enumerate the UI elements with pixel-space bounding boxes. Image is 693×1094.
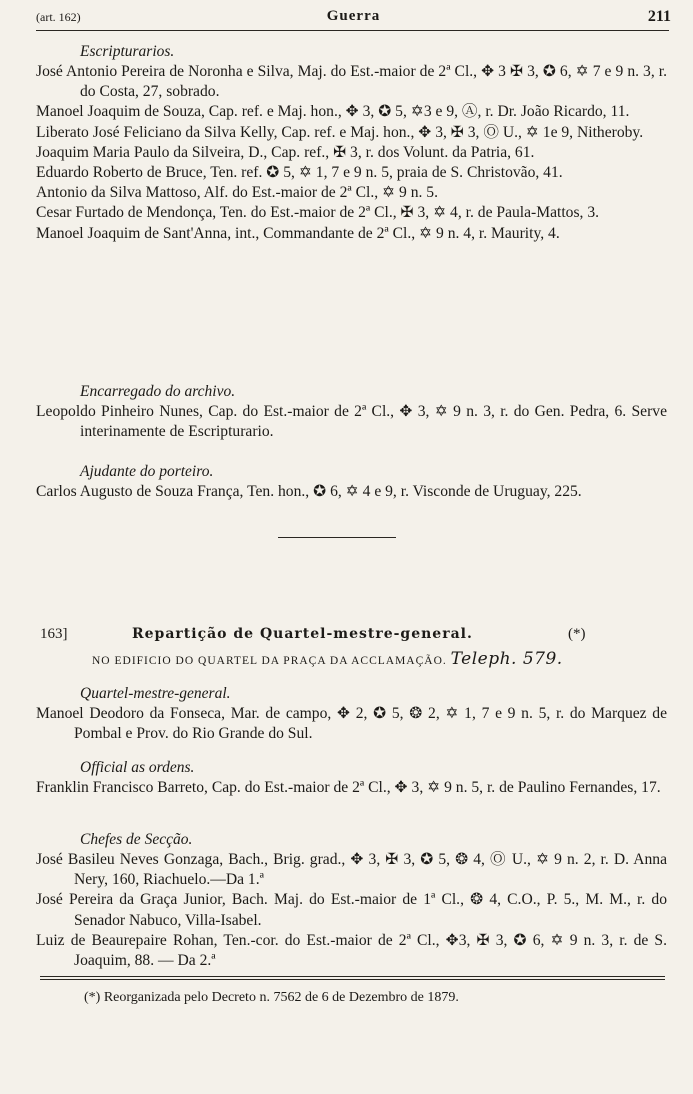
- entry: Carlos Augusto de Souza França, Ten. hon., ✪ 6, ✡ 4 e 9, r. Visconde de Uruguay, 225.: [36, 483, 582, 500]
- footnote-marker: (*): [568, 626, 586, 642]
- entry: José Antonio Pereira de Noronha e Silva, Maj. do Est.-maior de 2ª Cl., ✥ 3 ✠ 3, ✪ 6, ✡ 7 e 9 n. 3, r. do Costa, 27, sobrado.: [36, 63, 667, 101]
- section-number: 163]: [40, 626, 68, 642]
- entry: Antonio da Silva Mattoso, Alf. do Est.-maior de 2ª Cl., ✡ 9 n. 5.: [36, 184, 438, 202]
- section-163-location: [92, 650, 667, 670]
- entry: Cesar Furtado de Mendonça, Ten. do Est.-maior de 2ª Cl., ✠ 3, ✡ 4, r. de Paula-Mattos, 3.: [36, 204, 600, 222]
- section-escripturarios: [36, 42, 667, 244]
- section-title: Escripturarios.: [80, 43, 175, 60]
- section-chefes-seccao: [36, 830, 667, 971]
- section-title: Encarregado do archivo.: [80, 383, 236, 400]
- entry: Joaquim Maria Paulo da Silveira, D., Cap. ref., ✠ 3, r. dos Volunt. da Patria, 61.: [36, 143, 535, 161]
- location-text: NO EDIFICIO DO QUARTEL DA PRAÇA DA ACCLAMAÇÃO.: [92, 655, 447, 667]
- entry: Manoel Joaquim de Sant'Anna, int., Commandante de 2ª Cl., ✡ 9 n. 4, r. Maurity, 4.: [36, 224, 560, 242]
- telephone: Teleph. 579.: [450, 649, 563, 669]
- section-quartel-mestre: [36, 684, 667, 744]
- section-divider: [278, 537, 396, 538]
- entry: Franklin Francisco Barreto, Cap. do Est.-maior de 2ª Cl., ✥ 3, ✡ 9 n. 5, r. de Paulino Fernandes, 17.: [36, 779, 661, 796]
- footnote: (*) Reorganizada pelo Decreto n. 7562 de 6 de Dezembro de 1879.: [84, 990, 459, 1005]
- header-article-ref: (art. 162): [36, 10, 81, 24]
- section-title: Quartel-mestre-general.: [80, 685, 231, 702]
- entry: Luiz de Beaurepaire Rohan, Ten.-cor. do Est.-maior de 2ª Cl., ✥3, ✠ 3, ✪ 6, ✡ 9 n. 3, r. de S. Joaquim, 88. — Da 2.ª: [36, 931, 667, 970]
- section-porteiro: [36, 462, 667, 502]
- entry: Manoel Joaquim de Souza, Cap. ref. e Maj. hon., ✥ 3, ✪ 5, ✡3 e 9, Ⓐ, r. Dr. João Ricardo, 11.: [36, 103, 630, 121]
- footnote-rule-double: [40, 979, 665, 980]
- section-title: Official as ordens.: [80, 759, 195, 776]
- section-official-ordens: [36, 758, 667, 798]
- header-rule: [36, 30, 669, 31]
- entry: José Pereira da Graça Junior, Bach. Maj. do Est.-maior de 1ª Cl., ❂ 4, C.O., P. 5., M. M., r. do Senador Nabuco, Villa-Isabel.: [36, 891, 667, 929]
- page-header: [36, 6, 671, 30]
- entry: Liberato José Feliciano da Silva Kelly, Cap. ref. e Maj. hon., ✥ 3, ✠ 3, Ⓞ U., ✡ 1e 9, Nitheroby.: [36, 123, 644, 141]
- entry: Leopoldo Pinheiro Nunes, Cap. do Est.-maior de 2ª Cl., ✥ 3, ✡ 9 n. 3, r. do Gen. Pedra, 6. Serve interinamente de Escripturario.: [36, 403, 667, 441]
- entry: Eduardo Roberto de Bruce, Ten. ref. ✪ 5, ✡ 1, 7 e 9 n. 5, praia de S. Christovão, 41.: [36, 164, 563, 182]
- section-title: Chefes de Secção.: [80, 831, 193, 848]
- footnote-rule: [40, 976, 665, 977]
- section-archivo: [36, 382, 667, 442]
- section-163-title: Repartição de Quartel-mestre-general.: [132, 626, 473, 642]
- entry: Manoel Deodoro da Fonseca, Mar. de campo, ✥ 2, ✪ 5, ❂ 2, ✡ 1, 7 e 9 n. 5, r. do Marquez de Pombal e Prov. do Rio Grande do Sul.: [36, 705, 667, 743]
- header-title: Guerra: [326, 8, 381, 24]
- page-number: 211: [647, 8, 671, 25]
- section-title: Ajudante do porteiro.: [80, 463, 214, 480]
- entry: José Basileu Neves Gonzaga, Bach., Brig. grad., ✥ 3, ✠ 3, ✪ 5, ❂ 4, Ⓞ U., ✡ 9 n. 2, r. D. Anna Nery, 160, Riachuelo.—Da 1.ª: [36, 851, 667, 889]
